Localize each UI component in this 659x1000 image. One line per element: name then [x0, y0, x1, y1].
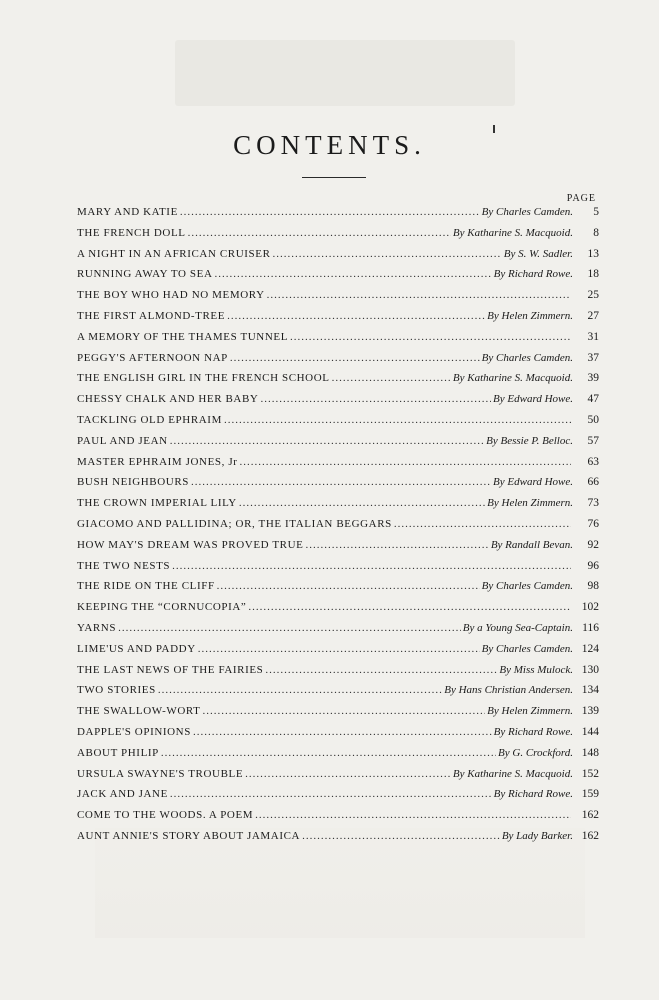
entry-page-number: 134 [581, 684, 599, 697]
dot-leader [265, 664, 497, 676]
entry-title: RUNNING AWAY TO SEA [77, 268, 213, 281]
entry-page-number: 47 [587, 393, 599, 406]
entry-title: COME TO THE WOODS. A POEM [77, 809, 254, 822]
contents-entry [77, 580, 599, 601]
contents-entry [77, 289, 599, 310]
entry-title: GIACOMO AND PALLIDINA; OR, THE ITALIAN BEGGARS [77, 517, 392, 530]
contents-entry [77, 227, 599, 248]
dot-leader [191, 476, 491, 488]
page-column-label: PAGE [566, 193, 596, 204]
entry-author: By Edward Howe. [493, 476, 573, 489]
entry-title: THE CROWN IMPERIAL LILY [77, 497, 237, 510]
dot-leader [248, 601, 571, 613]
contents-entry [77, 643, 599, 664]
entry-page-number: 139 [581, 705, 599, 718]
entry-author: By Lady Barker. [501, 829, 573, 842]
dot-leader [302, 830, 500, 842]
dot-leader [180, 206, 480, 218]
contents-list [77, 206, 599, 851]
contents-entry [77, 393, 599, 414]
entry-page-number: 152 [581, 767, 599, 780]
dot-leader [170, 435, 484, 447]
contents-entry [77, 788, 599, 809]
entry-author: By S. W. Sadler. [503, 247, 573, 260]
contents-entry [77, 601, 599, 622]
contents-entry [77, 435, 599, 456]
entry-title: THE FRENCH DOLL [77, 226, 186, 239]
dot-leader [158, 684, 442, 696]
dot-leader [188, 227, 451, 239]
dot-leader [203, 705, 486, 717]
entry-page-number: 8 [593, 226, 599, 239]
contents-entry [77, 809, 599, 830]
entry-page-number: 39 [587, 372, 599, 385]
entry-page-number: 162 [581, 829, 599, 842]
entry-page-number: 116 [582, 621, 599, 634]
entry-page-number: 31 [587, 330, 599, 343]
dot-leader [193, 726, 492, 738]
dot-leader [161, 747, 496, 759]
entry-author: By Katharine S. Macquoid. [452, 226, 573, 239]
contents-entry [77, 372, 599, 393]
contents-entry [77, 476, 599, 497]
dot-leader [215, 268, 492, 280]
dot-leader [224, 414, 571, 426]
contents-entry [77, 622, 599, 643]
entry-author: By Bessie P. Belloc. [486, 434, 573, 447]
entry-title: THE TWO NESTS [77, 559, 171, 572]
entry-title: URSULA SWAYNE'S TROUBLE [77, 767, 244, 780]
entry-author: By Richard Rowe. [493, 268, 573, 281]
entry-title: ABOUT PHILIP [77, 746, 159, 759]
entry-title: PAUL AND JEAN [77, 434, 168, 447]
entry-page-number: 18 [587, 268, 599, 281]
entry-title: MARY AND KATIE [77, 206, 178, 218]
entry-page-number: 92 [587, 538, 599, 551]
entry-title: AUNT ANNIE'S STORY ABOUT JAMAICA [77, 829, 301, 842]
entry-page-number: 27 [587, 309, 599, 322]
entry-page-number: 63 [587, 455, 599, 468]
dot-leader [245, 768, 451, 780]
entry-author: By Katharine S. Macquoid. [452, 372, 573, 385]
dot-leader [290, 331, 571, 343]
contents-entry [77, 830, 599, 851]
contents-entry [77, 518, 599, 539]
entry-author: By Hans Christian Andersen. [444, 684, 573, 697]
entry-page-number: 37 [587, 351, 599, 364]
contents-entry [77, 456, 599, 477]
contents-entry [77, 560, 599, 581]
entry-title: THE SWALLOW-WORT [77, 705, 201, 718]
entry-page-number: 102 [581, 601, 599, 614]
entry-page-number: 144 [581, 725, 599, 738]
contents-entry [77, 331, 599, 352]
contents-entry [77, 268, 599, 289]
entry-page-number: 124 [581, 642, 599, 655]
entry-title: CHESSY CHALK AND HER BABY [77, 393, 259, 406]
entry-author: By Richard Rowe. [493, 788, 573, 801]
entry-page-number: 57 [587, 434, 599, 447]
page-title: CONTENTS. [233, 130, 426, 161]
entry-page-number: 76 [587, 517, 599, 530]
entry-author: By Katharine S. Macquoid. [452, 767, 573, 780]
contents-entry [77, 352, 599, 373]
entry-author: By Charles Camden. [481, 206, 573, 218]
entry-title: BUSH NEIGHBOURS [77, 476, 189, 489]
dot-leader [172, 560, 571, 572]
entry-title: THE BOY WHO HAD NO MEMORY [77, 289, 265, 302]
dot-leader [305, 539, 488, 551]
dot-leader [227, 310, 485, 322]
dot-leader [170, 788, 492, 800]
entry-author: By G. Crockford. [498, 746, 573, 759]
dot-leader [332, 372, 451, 384]
dot-leader [239, 456, 571, 468]
contents-entry [77, 726, 599, 747]
entry-page-number: 25 [587, 289, 599, 302]
entry-page-number: 13 [587, 247, 599, 260]
show-through-decoration [175, 40, 515, 106]
entry-page-number: 159 [581, 788, 599, 801]
entry-author: By Miss Mulock. [499, 663, 573, 676]
contents-entry [77, 497, 599, 518]
entry-author: By Charles Camden. [481, 351, 573, 364]
entry-page-number: 148 [581, 746, 599, 759]
entry-title: JACK AND JANE [77, 788, 168, 801]
entry-page-number: 162 [581, 809, 599, 822]
dot-leader [118, 622, 461, 634]
dot-leader [394, 518, 571, 530]
dot-leader [230, 352, 480, 364]
dot-leader [255, 809, 571, 821]
entry-author: By a Young Sea-Captain. [462, 621, 573, 634]
dot-leader [267, 289, 571, 301]
entry-author: By Richard Rowe. [493, 725, 573, 738]
entry-title: TWO STORIES [77, 684, 156, 697]
entry-page-number: 73 [587, 497, 599, 510]
entry-title: DAPPLE'S OPINIONS [77, 725, 191, 738]
entry-author: By Edward Howe. [493, 393, 573, 406]
contents-entry [77, 206, 599, 227]
contents-entry [77, 664, 599, 685]
entry-title: HOW MAY'S DREAM WAS PROVED TRUE [77, 538, 304, 551]
title-divider [302, 177, 366, 178]
entry-page-number: 96 [587, 559, 599, 572]
entry-author: By Charles Camden. [481, 580, 573, 593]
entry-title: A MEMORY OF THE THAMES TUNNEL [77, 330, 289, 343]
entry-author: By Helen Zimmern. [487, 309, 573, 322]
dot-leader [260, 393, 491, 405]
entry-title: THE LAST NEWS OF THE FAIRIES [77, 663, 264, 676]
entry-title: PEGGY'S AFTERNOON NAP [77, 351, 228, 364]
entry-title: MASTER EPHRAIM JONES, Jr [77, 455, 238, 468]
entry-title: LIME'US AND PADDY [77, 642, 196, 655]
entry-page-number: 98 [587, 580, 599, 593]
contents-entry [77, 539, 599, 560]
dot-leader [273, 248, 502, 260]
dot-leader [198, 643, 480, 655]
entry-author: By Helen Zimmern. [487, 497, 573, 510]
entry-page-number: 5 [593, 206, 599, 218]
entry-title: YARNS [77, 621, 117, 634]
entry-page-number: 66 [587, 476, 599, 489]
entry-title: KEEPING THE “CORNUCOPIA” [77, 601, 247, 614]
entry-title: THE RIDE ON THE CLIFF [77, 580, 215, 593]
contents-entry [77, 747, 599, 768]
contents-entry [77, 414, 599, 435]
contents-entry [77, 705, 599, 726]
contents-entry [77, 684, 599, 705]
entry-title: THE ENGLISH GIRL IN THE FRENCH SCHOOL [77, 372, 330, 385]
entry-page-number: 130 [581, 663, 599, 676]
contents-entry [77, 768, 599, 789]
entry-author: By Charles Camden. [481, 642, 573, 655]
contents-entry [77, 310, 599, 331]
entry-author: By Randall Bevan. [490, 538, 573, 551]
dot-leader [217, 580, 480, 592]
entry-author: By Helen Zimmern. [487, 705, 573, 718]
entry-title: TACKLING OLD EPHRAIM [77, 413, 222, 426]
entry-title: A NIGHT IN AN AFRICAN CRUISER [77, 247, 271, 260]
contents-entry [77, 248, 599, 269]
dot-leader [239, 497, 485, 509]
entry-title: THE FIRST ALMOND-TREE [77, 309, 226, 322]
entry-page-number: 50 [587, 413, 599, 426]
